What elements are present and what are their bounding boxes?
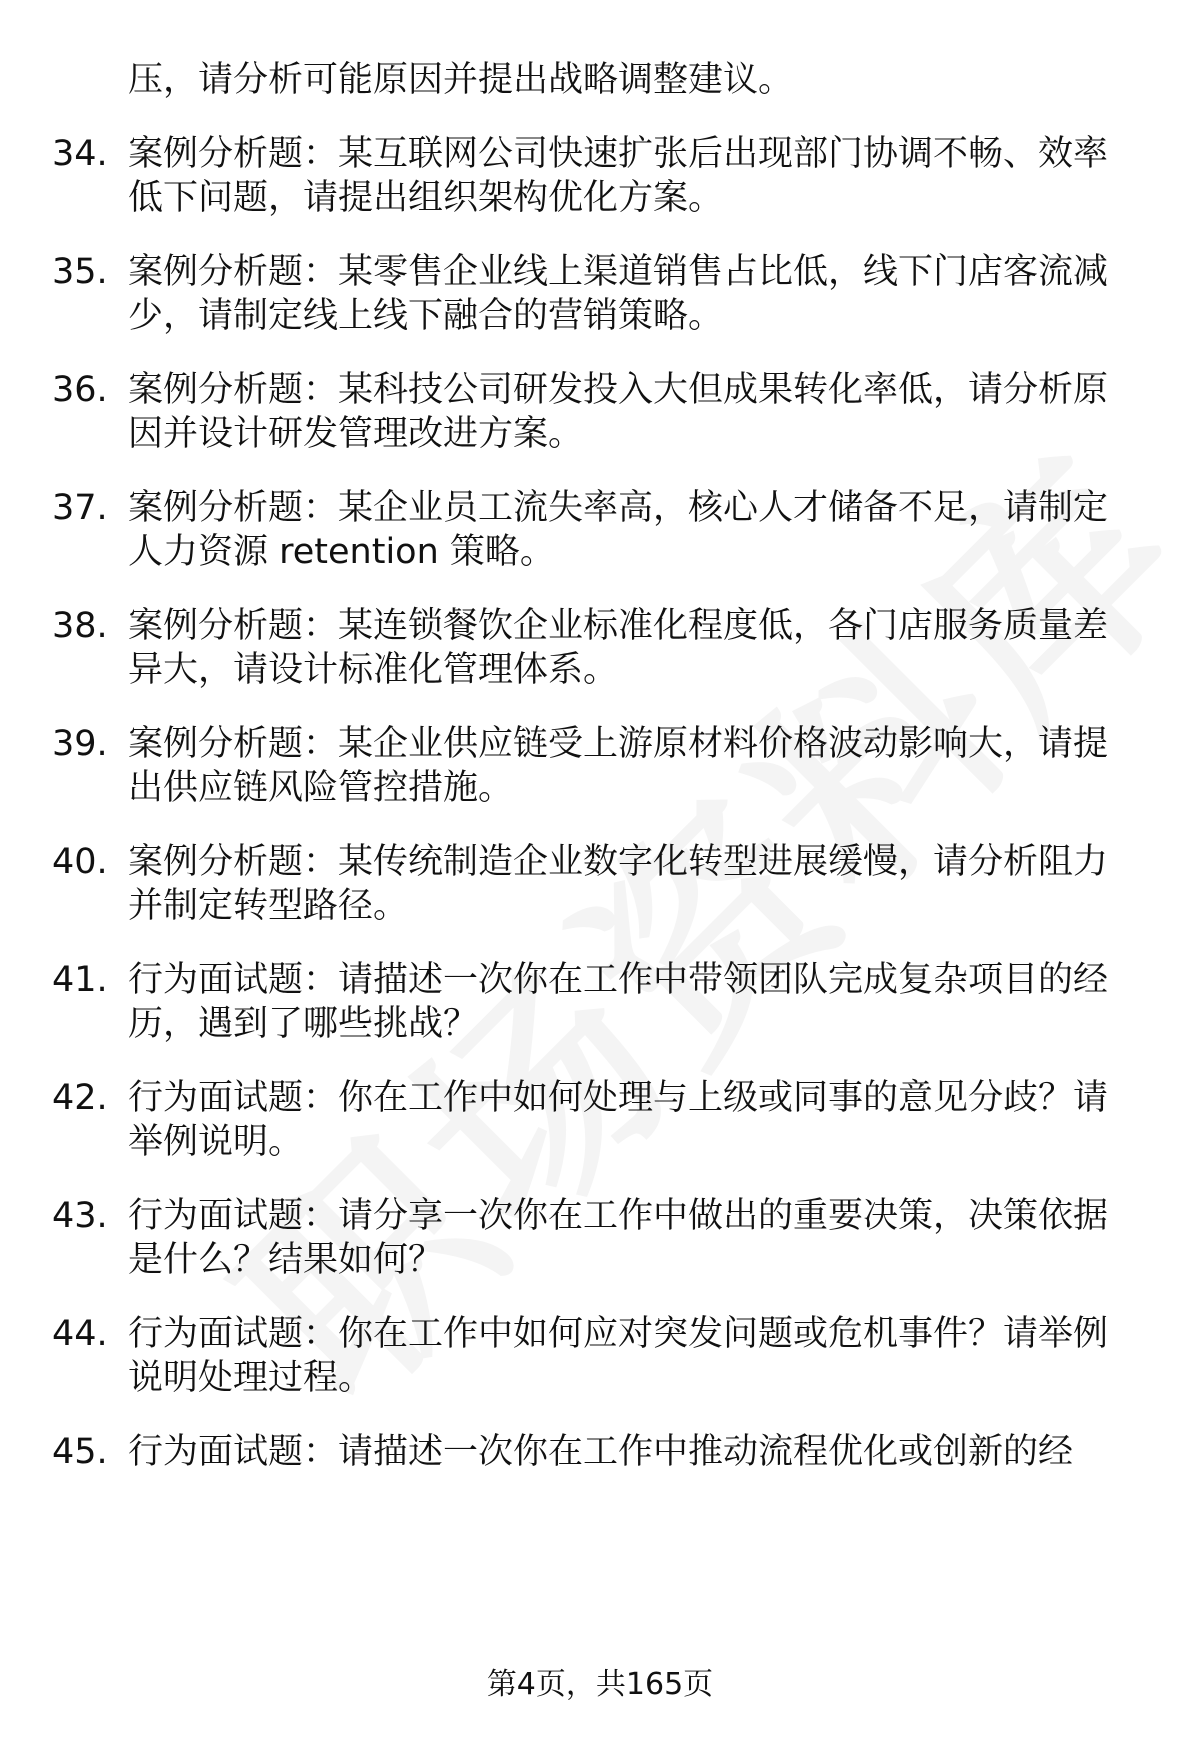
question-text-line2: 因并设计研发管理改进方案。	[128, 414, 584, 454]
question-text-line2: 举例说明。	[128, 1122, 304, 1162]
question-text-line1: 行为面试题：请描述一次你在工作中带领团队完成复杂项目的经	[128, 960, 1109, 1000]
question-number: 39.	[52, 724, 108, 764]
question-text-line2: 人力资源 retention 策略。	[128, 532, 555, 572]
question-text-line2: 是什么？结果如何？	[128, 1240, 444, 1280]
question-number: 36.	[52, 370, 108, 410]
question-number: 44.	[52, 1314, 108, 1354]
question-text-line2: 说明处理过程。	[128, 1358, 374, 1398]
question-number: 37.	[52, 488, 108, 528]
question-text-line1: 案例分析题：某传统制造企业数字化转型进展缓慢，请分析阻力	[128, 842, 1109, 882]
question-text-line2: 少，请制定线上线下融合的营销策略。	[128, 296, 724, 336]
page-footer: 第4页，共165页	[486, 1667, 714, 1702]
question-text-line2: 异大，请设计标准化管理体系。	[128, 650, 619, 690]
question-text-line1: 案例分析题：某企业员工流失率高，核心人才储备不足，请制定	[128, 488, 1109, 528]
question-text-line2: 低下问题，请提出组织架构优化方案。	[128, 178, 724, 218]
question-number: 41.	[52, 960, 108, 1000]
question-text-line1: 案例分析题：某连锁餐饮企业标准化程度低，各门店服务质量差	[128, 606, 1109, 646]
question-text-line1: 行为面试题：你在工作中如何应对突发问题或危机事件？请举例	[128, 1314, 1109, 1354]
question-text-line2: 并制定转型路径。	[128, 886, 409, 926]
question-text-line2: 出供应链风险管控措施。	[128, 768, 514, 808]
question-text-line1: 案例分析题：某企业供应链受上游原材料价格波动影响大，请提	[128, 724, 1109, 764]
question-number: 42.	[52, 1078, 108, 1118]
question-text-line1: 案例分析题：某科技公司研发投入大但成果转化率低，请分析原	[128, 370, 1109, 410]
question-number: 35.	[52, 252, 108, 292]
question-number: 40.	[52, 842, 108, 882]
question-number: 45.	[52, 1432, 108, 1472]
question-text-line2: 历，遇到了哪些挑战？	[128, 1004, 479, 1044]
question-text-line1: 案例分析题：某零售企业线上渠道销售占比低，线下门店客流减	[128, 252, 1109, 292]
question-text-line1: 行为面试题：请描述一次你在工作中推动流程优化或创新的经	[128, 1432, 1074, 1472]
question-number: 43.	[52, 1196, 108, 1236]
continuation-text: 压，请分析可能原因并提出战略调整建议。	[128, 60, 794, 100]
question-number: 38.	[52, 606, 108, 646]
question-text-line1: 行为面试题：请分享一次你在工作中做出的重要决策，决策依据	[128, 1196, 1109, 1236]
question-text-line1: 案例分析题：某互联网公司快速扩张后出现部门协调不畅、效率	[128, 134, 1109, 174]
question-number: 34.	[52, 134, 108, 174]
question-text-line1: 行为面试题：你在工作中如何处理与上级或同事的意见分歧？请	[128, 1078, 1109, 1118]
